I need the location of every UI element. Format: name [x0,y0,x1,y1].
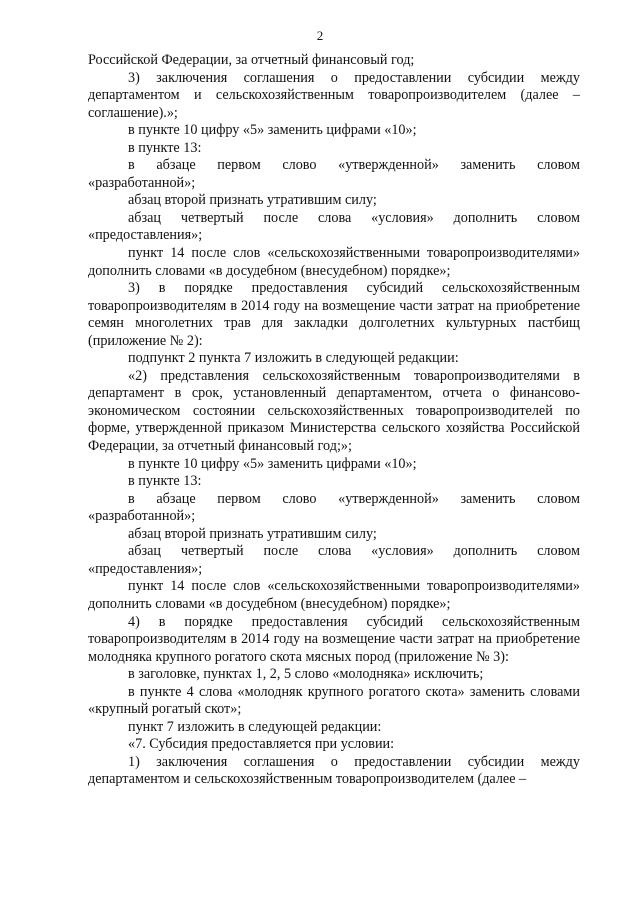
page-number: 2 [316,28,324,43]
paragraph: пункт 14 после слов «сельскохозяйственными товаропроизводителями» дополнить словами «в досудебном (внесудебном) порядке»; [88,245,580,279]
paragraph: пункт 7 изложить в следующей редакции: [128,718,382,735]
paragraph: 4) в порядке предоставления субсидий сельскохозяйственным товаропроизводителям в 2014 году на возмещение части затрат на приобретение молодняка крупного рогатого скота мясных пород (приложение № 3): [88,613,580,665]
paragraph: в абзаце первом слово «утвержденной» заменить словом «разработанной»; [88,490,580,525]
paragraph: в пункте 4 слова «молодняк крупного рогатого скота» заменить словами «крупный рогатый скот»; [88,683,580,718]
paragraph: абзац второй признать утратившим силу; [128,192,377,209]
paragraph: в пункте 13: [128,139,202,156]
paragraph: 1) заключения соглашения о предоставлении субсидии между департаментом и сельскохозяйственным товаропроизводителем (далее – [88,753,580,788]
paragraph: абзац четвертый после слова «условия» дополнить словом «предоставления»; [88,209,580,244]
paragraph: пункт 14 после слов «сельскохозяйственными товаропроизводителями» дополнить словами «в досудебном (внесудебном) порядке»; [88,578,580,612]
paragraph: 3) в порядке предоставления субсидий сельскохозяйственным товаропроизводителям в 2014 году на возмещение части затрат на приобретение семян многолетних трав для закладки долголетних культурных пастбищ (приложение № 2): [88,280,580,349]
paragraph: в заголовке, пунктах 1, 2, 5 слово «молодняка» исключить; [128,666,484,683]
paragraph: в пункте 10 цифру «5» заменить цифрами «10»; [128,455,417,472]
paragraph: абзац четвертый после слова «условия» дополнить словом «предоставления»; [88,543,580,577]
document-body [88,52,580,789]
paragraph: абзац второй признать утратившим силу; [128,525,377,542]
paragraph: 3) заключения соглашения о предоставлении субсидии между департаментом и сельскохозяйственным товаропроизводителем (далее – соглашение).»; [88,69,580,121]
paragraph: Российской Федерации, за отчетный финансовый год; [88,52,415,68]
paragraph: «7. Субсидия предоставляется при условии: [128,736,395,753]
paragraph: в пункте 13: [128,473,202,490]
paragraph: подпункт 2 пункта 7 изложить в следующей редакции: [128,350,459,367]
paragraph: «2) представления сельскохозяйственным товаропроизводителями в департамент в срок, установленный департаментом, отчета о финансово-экономическом состоянии сельскохозяйственных товаропроизводителей по форме, утвержденной приказом Министерства сельского хозяйства Российской Федерации, за отчетный финансовый год;»; [88,367,580,455]
paragraph: в абзаце первом слово «утвержденной» заменить словом «разработанной»; [88,157,580,191]
paragraph: в пункте 10 цифру «5» заменить цифрами «10»; [128,122,417,139]
